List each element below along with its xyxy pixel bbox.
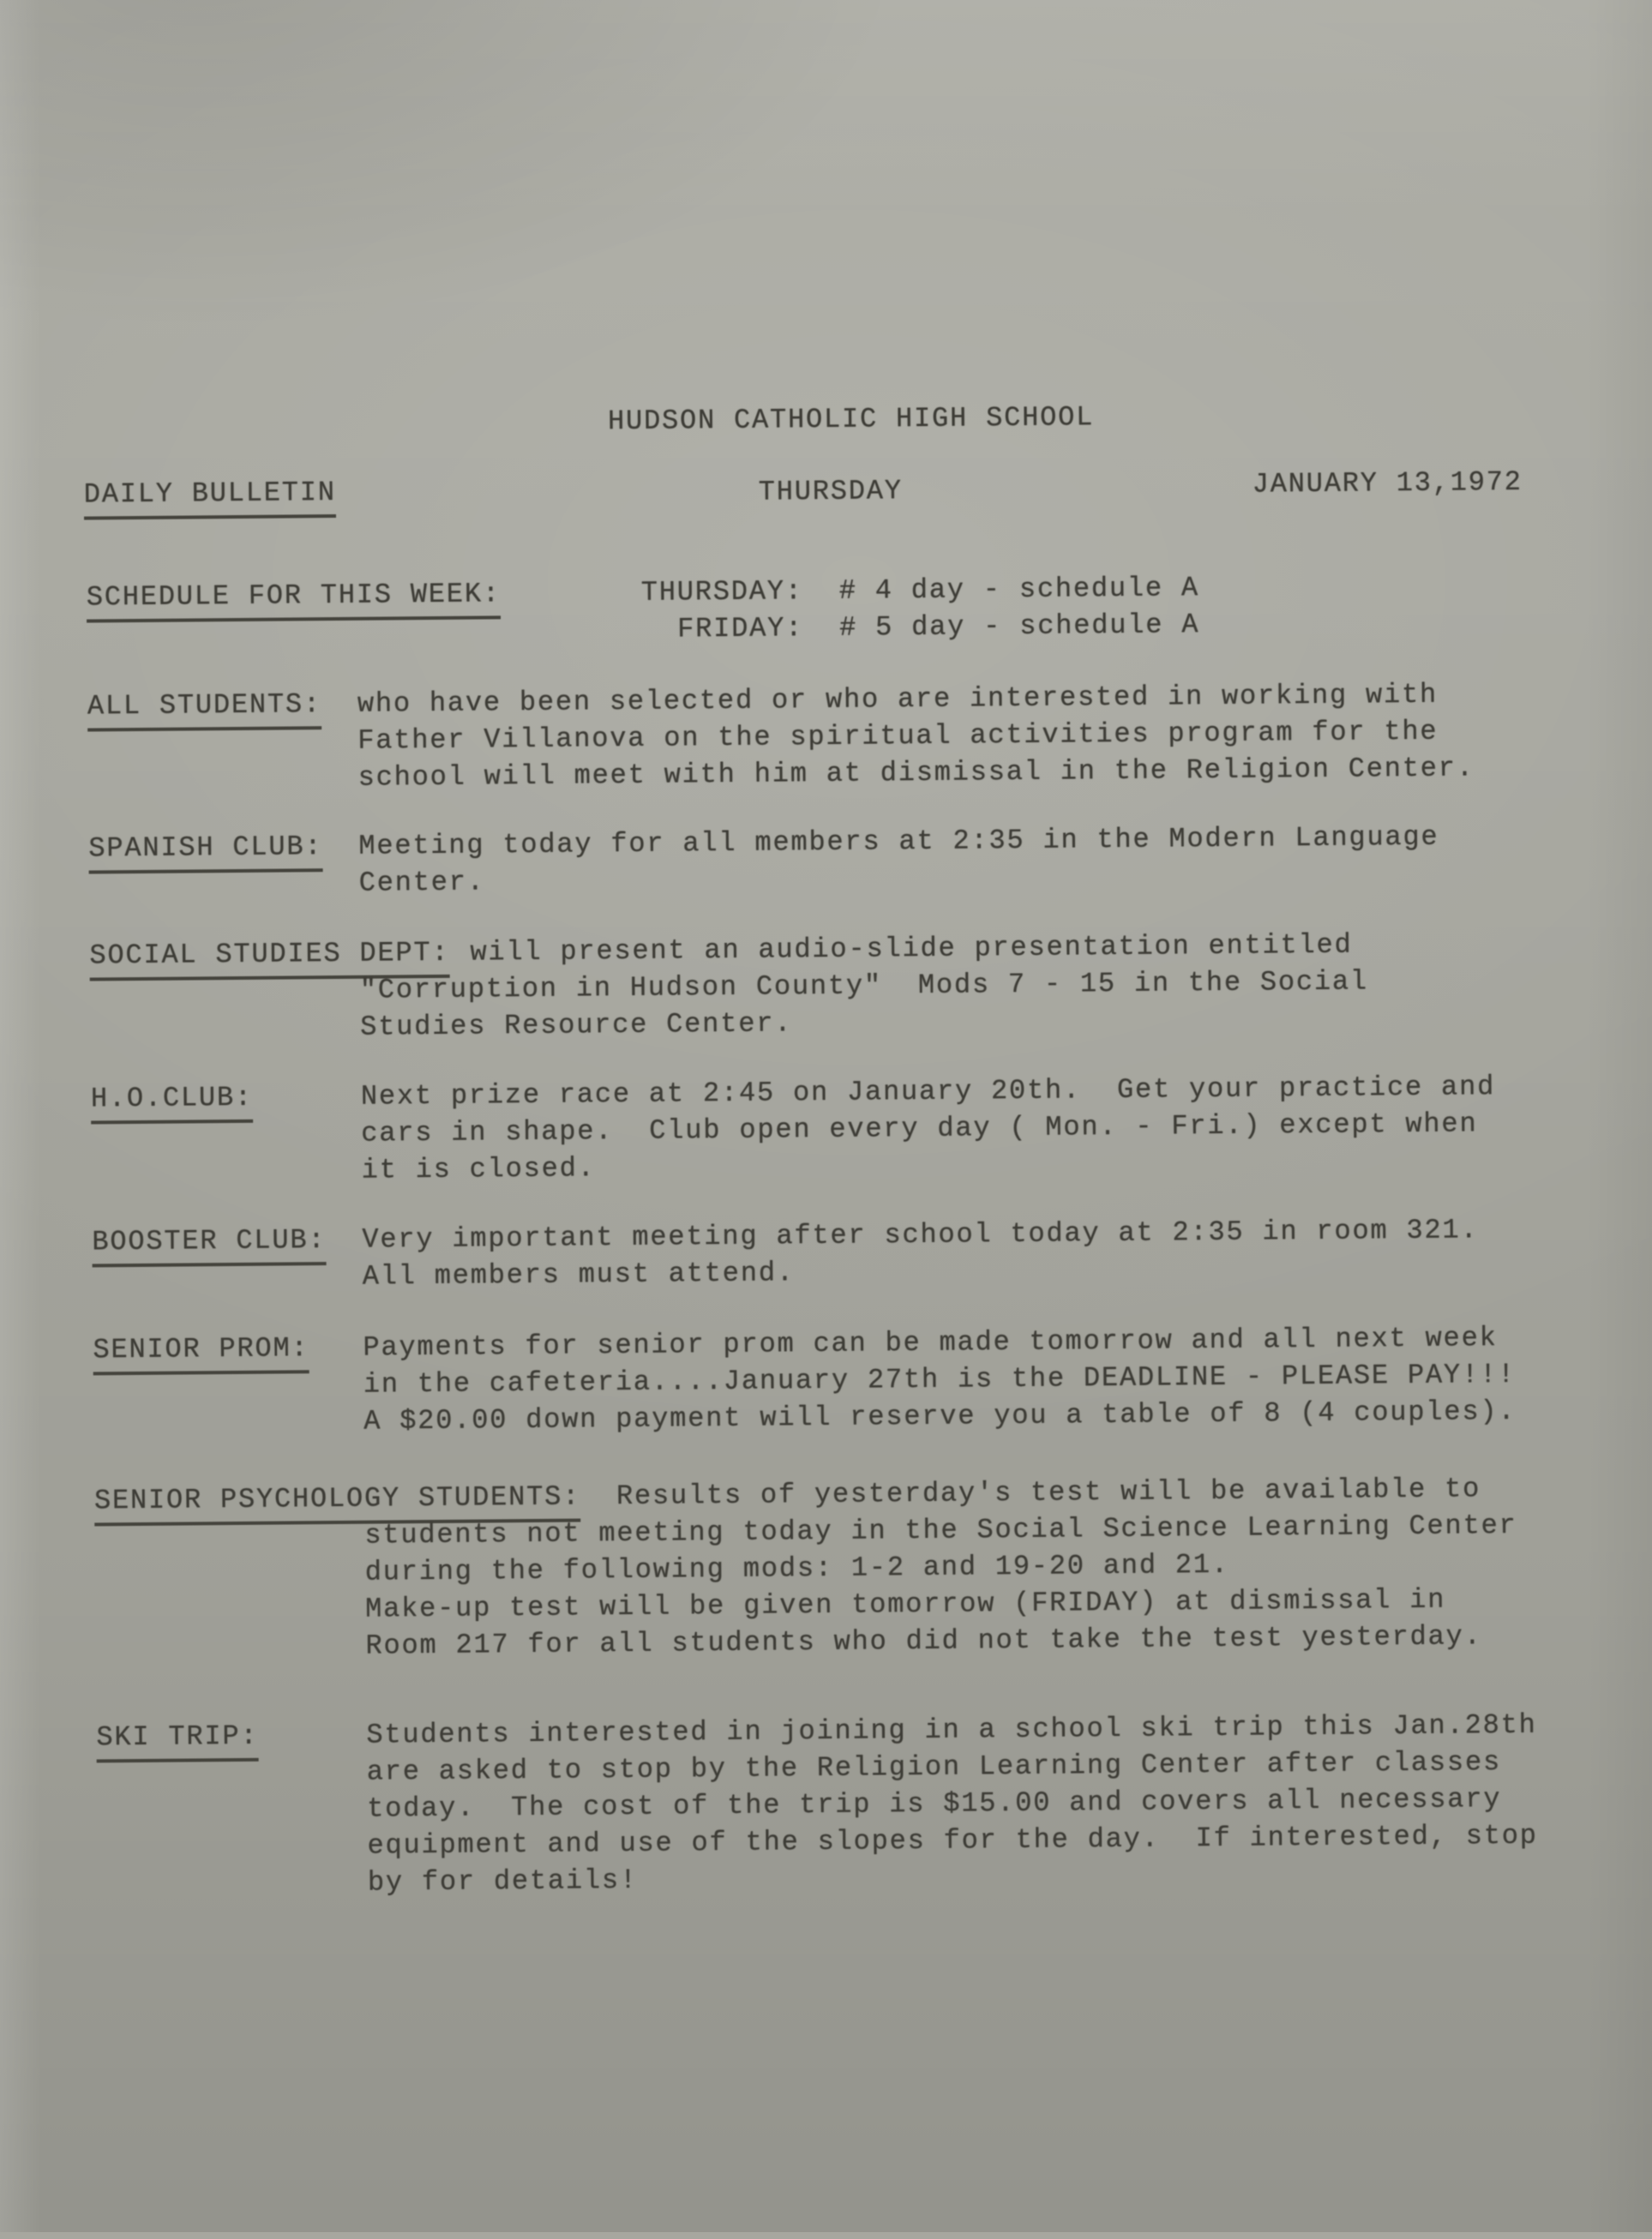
text-line: All members must attend. [362, 1257, 795, 1293]
text-line: Make-up test will be given tomorrow (FRIDAY) at dismissal in [364, 1583, 1446, 1625]
text-line: Center. [358, 866, 485, 899]
text-line: equipment and use of the slopes for the day. If interested, stop [367, 1819, 1538, 1862]
section-heading-ho-club: H.O.CLUB: [91, 1079, 253, 1125]
text-line: in the cafeteria....January 27th is the DEADLINE - PLEASE PAY!!! [363, 1358, 1517, 1401]
section-senior-psychology [4, 1469, 1652, 1662]
text-line: "Corruption in Hudson County" Mods 7 - 15 in the Social [359, 965, 1369, 1006]
text-line: it is closed. [361, 1152, 596, 1186]
school-name: HUDSON CATHOLIC HIGH SCHOOL [607, 401, 1095, 438]
section-schedule [0, 566, 1649, 645]
section-spanish-club [0, 817, 1650, 899]
section-heading-schedule: SCHEDULE FOR THIS WEEK: [87, 575, 502, 622]
section-heading-senior-prom: SENIOR PROM: [93, 1330, 309, 1375]
text-line: FRIDAY: # 5 day - schedule A [641, 609, 1200, 645]
date-label: JANUARY 13,1972 [1252, 465, 1523, 501]
text-line: Very important meeting after school today at 2:35 in room 321. [362, 1214, 1479, 1256]
day-label: THURSDAY [758, 475, 903, 508]
text-line: during the following mods: 1-2 and 19-20 and 21. [364, 1548, 1230, 1588]
section-heading-spanish-club: SPANISH CLUB: [88, 828, 322, 873]
section-heading-all-students: ALL STUDENTS: [87, 686, 321, 731]
text-line: THURSDAY: # 4 day - schedule A [640, 572, 1200, 609]
text-line: will present an audio-slide presentation entitled [470, 928, 1353, 969]
text-line: A $20.00 down payment will reserve you a table of 8 (4 couples). [363, 1395, 1517, 1438]
text-line: school will meet with him at dismissal in the Religion Center. [357, 752, 1475, 794]
text-line: Results of yesterday's test will be available to [616, 1473, 1481, 1513]
section-senior-prom [3, 1318, 1652, 1438]
section-ski-trip [6, 1706, 1652, 1899]
section-heading-booster-club: BOOSTER CLUB: [92, 1222, 326, 1267]
text-line: Room 217 for all students who did not take the test yesterday. [365, 1620, 1482, 1662]
section-social-studies [0, 924, 1651, 1043]
text-line: who have been selected or who are interested in working with [357, 678, 1439, 720]
text-line: today. The cost of the trip is $15.00 and covers all necessary [367, 1783, 1502, 1825]
text-line: are asked to stop by the Religion Learning Center after classes [366, 1746, 1502, 1788]
section-heading-social-studies: SOCIAL STUDIES DEPT: [89, 934, 449, 981]
section-heading-senior-psychology: SENIOR PSYCHOLOGY STUDENTS: [94, 1479, 581, 1527]
text-line: Students interested in joining in a school ski trip this Jan.28th [366, 1708, 1537, 1751]
text-line: Next prize race at 2:45 on January 20th. Get your practice and [360, 1071, 1496, 1113]
section-booster-club [2, 1210, 1652, 1293]
section-ho-club [1, 1067, 1652, 1186]
text-line: students not meeting today in the Social Science Learning Center [364, 1509, 1517, 1552]
text-line: Meeting today for all members at 2:35 in the Modern Language [358, 820, 1439, 862]
section-all-students [0, 675, 1649, 794]
text-line: Payments for senior prom can be made tomorrow and all next week [363, 1322, 1498, 1364]
text-line: cars in shape. Club open every day ( Mon. - Fri.) except when [361, 1107, 1478, 1150]
text-line: by for details! [367, 1864, 639, 1899]
bulletin-title: DAILY BULLETIN [84, 474, 336, 520]
section-heading-ski-trip: SKI TRIP: [96, 1718, 258, 1763]
text-line: Father Villanova on the spiritual activities program for the [357, 715, 1439, 757]
text-line: Studies Resource Center. [360, 1007, 793, 1043]
